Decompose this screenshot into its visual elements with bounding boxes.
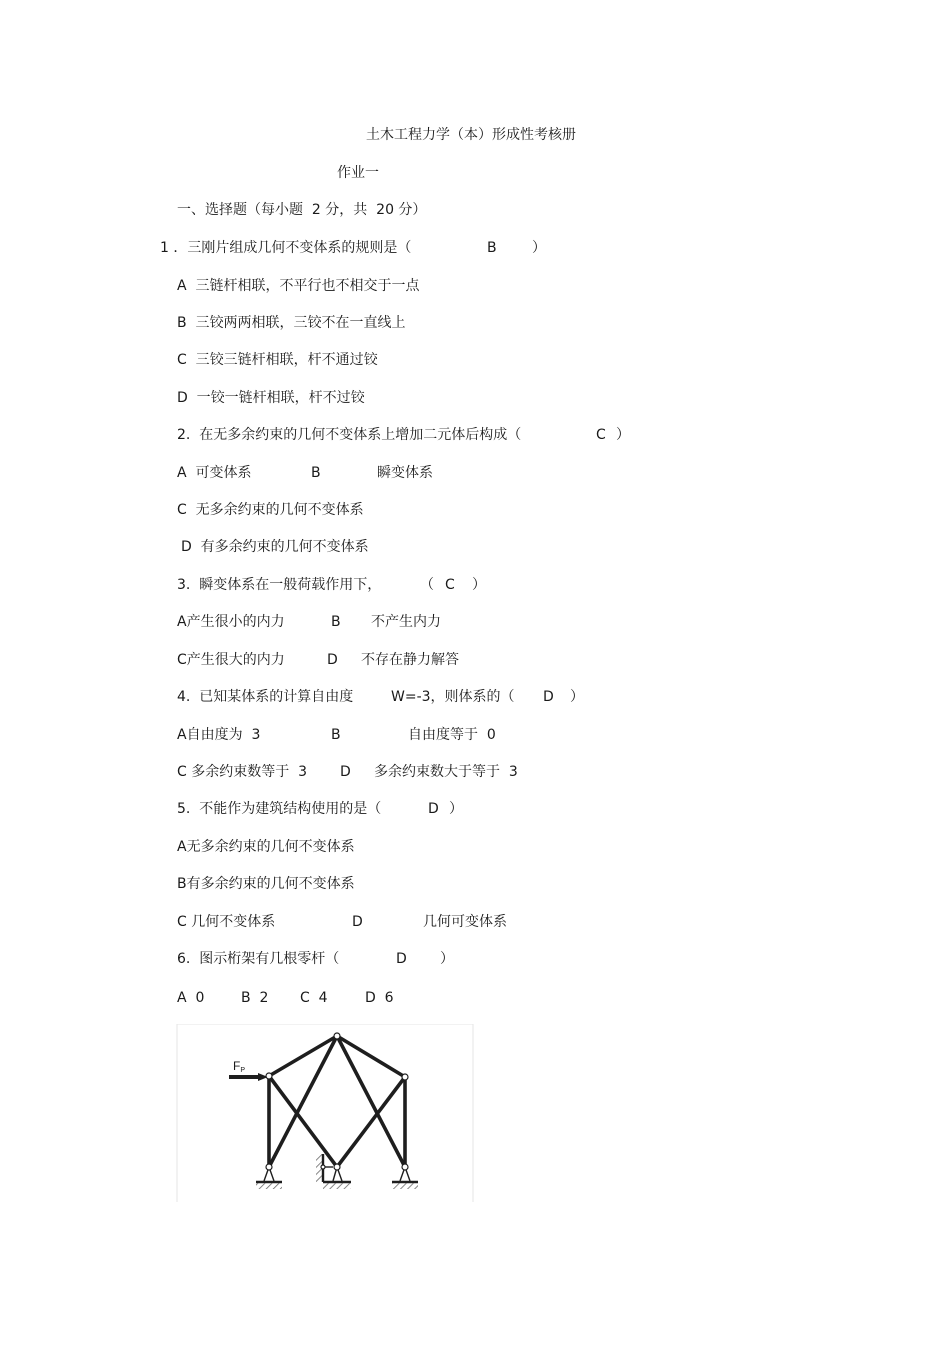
question-5-option-a: A无多余约束的几何不变体系 — [177, 839, 355, 855]
middle-support — [316, 1154, 351, 1189]
question-5-stem: 5. 不能作为建筑结构使用的是（ — [177, 801, 382, 817]
question-6-option-c: C 4 — [300, 990, 328, 1006]
question-4-option-d-text: 多余约束数大于等于 3 — [374, 764, 518, 780]
question-4-close: ） — [570, 689, 584, 705]
joint-middle-base — [334, 1164, 340, 1170]
question-5-option-c: C 几何不变体系 — [177, 914, 276, 930]
question-4-option-b-text: 自由度等于 0 — [408, 727, 496, 743]
question-5-option-d-text: 几何可变体系 — [423, 914, 507, 930]
question-2-option-d: D 有多余约束的几何不变体系 — [181, 539, 369, 555]
question-3-close: ） — [472, 577, 486, 593]
truss-members — [269, 1036, 405, 1167]
question-5-option-b: B有多余约束的几何不变体系 — [177, 876, 355, 892]
question-4-option-c: C 多余约束数等于 3 — [177, 764, 308, 780]
question-1-option-c: C 三铰三链杆相联，杆不通过铰 — [177, 352, 378, 368]
question-3-option-d-letter: D — [327, 652, 338, 668]
question-3-answer: C — [445, 577, 455, 593]
question-2-close: ） — [616, 427, 630, 443]
question-6-option-d: D 6 — [365, 990, 394, 1006]
section-heading: 一、选择题（每小题 2 分，共 20 分） — [177, 202, 427, 218]
question-4-stem: 4. 已知某体系的计算自由度 — [177, 689, 354, 705]
question-6-close: ） — [440, 951, 454, 967]
question-1-answer: B — [487, 240, 497, 256]
joint-right-base — [402, 1164, 408, 1170]
diagonal-right-top-to-middle — [337, 1077, 405, 1167]
question-6-answer: D — [396, 951, 407, 967]
question-4-option-b-letter: B — [331, 727, 341, 743]
question-3-option-b-letter: B — [331, 614, 341, 630]
question-2-stem: 2. 在无多余约束的几何不变体系上增加二元体后构成（ — [177, 427, 522, 443]
document-title: 土木工程力学（本）形成性考核册 — [366, 127, 576, 143]
question-1-option-b: B 三铰两两相联，三铰不在一直线上 — [177, 315, 406, 331]
question-1-option-a: A 三链杆相联，不平行也不相交于一点 — [177, 278, 420, 294]
question-6-option-a: A 0 — [177, 990, 205, 1006]
joint-left-base — [266, 1164, 272, 1170]
load-label: FP — [233, 1059, 246, 1074]
question-4-answer: D — [543, 689, 554, 705]
question-6-option-b: B 2 — [241, 990, 269, 1006]
question-4-degree: W=-3，则体系的（ — [391, 689, 515, 705]
joint-middle-link — [321, 1165, 325, 1169]
joint-apex — [334, 1033, 340, 1039]
question-6-stem: 6. 图示桁架有几根零杆（ — [177, 951, 340, 967]
question-2-option-b-text: 瞬变体系 — [377, 465, 433, 481]
load-arrow — [229, 1073, 268, 1081]
question-1-stem: 1 ．三刚片组成几何不变体系的规则是（ — [160, 240, 412, 256]
joint-right-top — [402, 1074, 408, 1080]
question-3-option-d-text: 不存在静力解答 — [361, 652, 459, 668]
question-4-option-d-letter: D — [340, 764, 351, 780]
question-2-option-c: C 无多余约束的几何不变体系 — [177, 502, 364, 518]
question-2-option-b-letter: B — [311, 465, 321, 481]
question-2-answer: C — [596, 427, 606, 443]
question-4-option-a: A自由度为 3 — [177, 727, 261, 743]
question-2-option-a: A 可变体系 — [177, 465, 252, 481]
diagonal-left-top-to-middle — [269, 1076, 337, 1167]
truss-diagram — [176, 1024, 474, 1202]
question-5-close: ） — [449, 801, 463, 817]
question-1-option-d: D 一铰一链杆相联，杆不过铰 — [177, 390, 365, 406]
joint-left-top — [266, 1073, 272, 1079]
document-subtitle: 作业一 — [337, 165, 379, 181]
question-5-answer: D — [428, 801, 439, 817]
question-3-option-a: A产生很小的内力 — [177, 614, 285, 630]
question-5-option-d-letter: D — [352, 914, 363, 930]
question-1-close: ） — [532, 240, 546, 256]
question-3-open: （ — [420, 577, 434, 593]
question-3-option-b-text: 不产生内力 — [371, 614, 441, 630]
question-3-option-c: C产生很大的内力 — [177, 652, 285, 668]
question-3-stem: 3. 瞬变体系在一般荷载作用下， — [177, 577, 382, 593]
